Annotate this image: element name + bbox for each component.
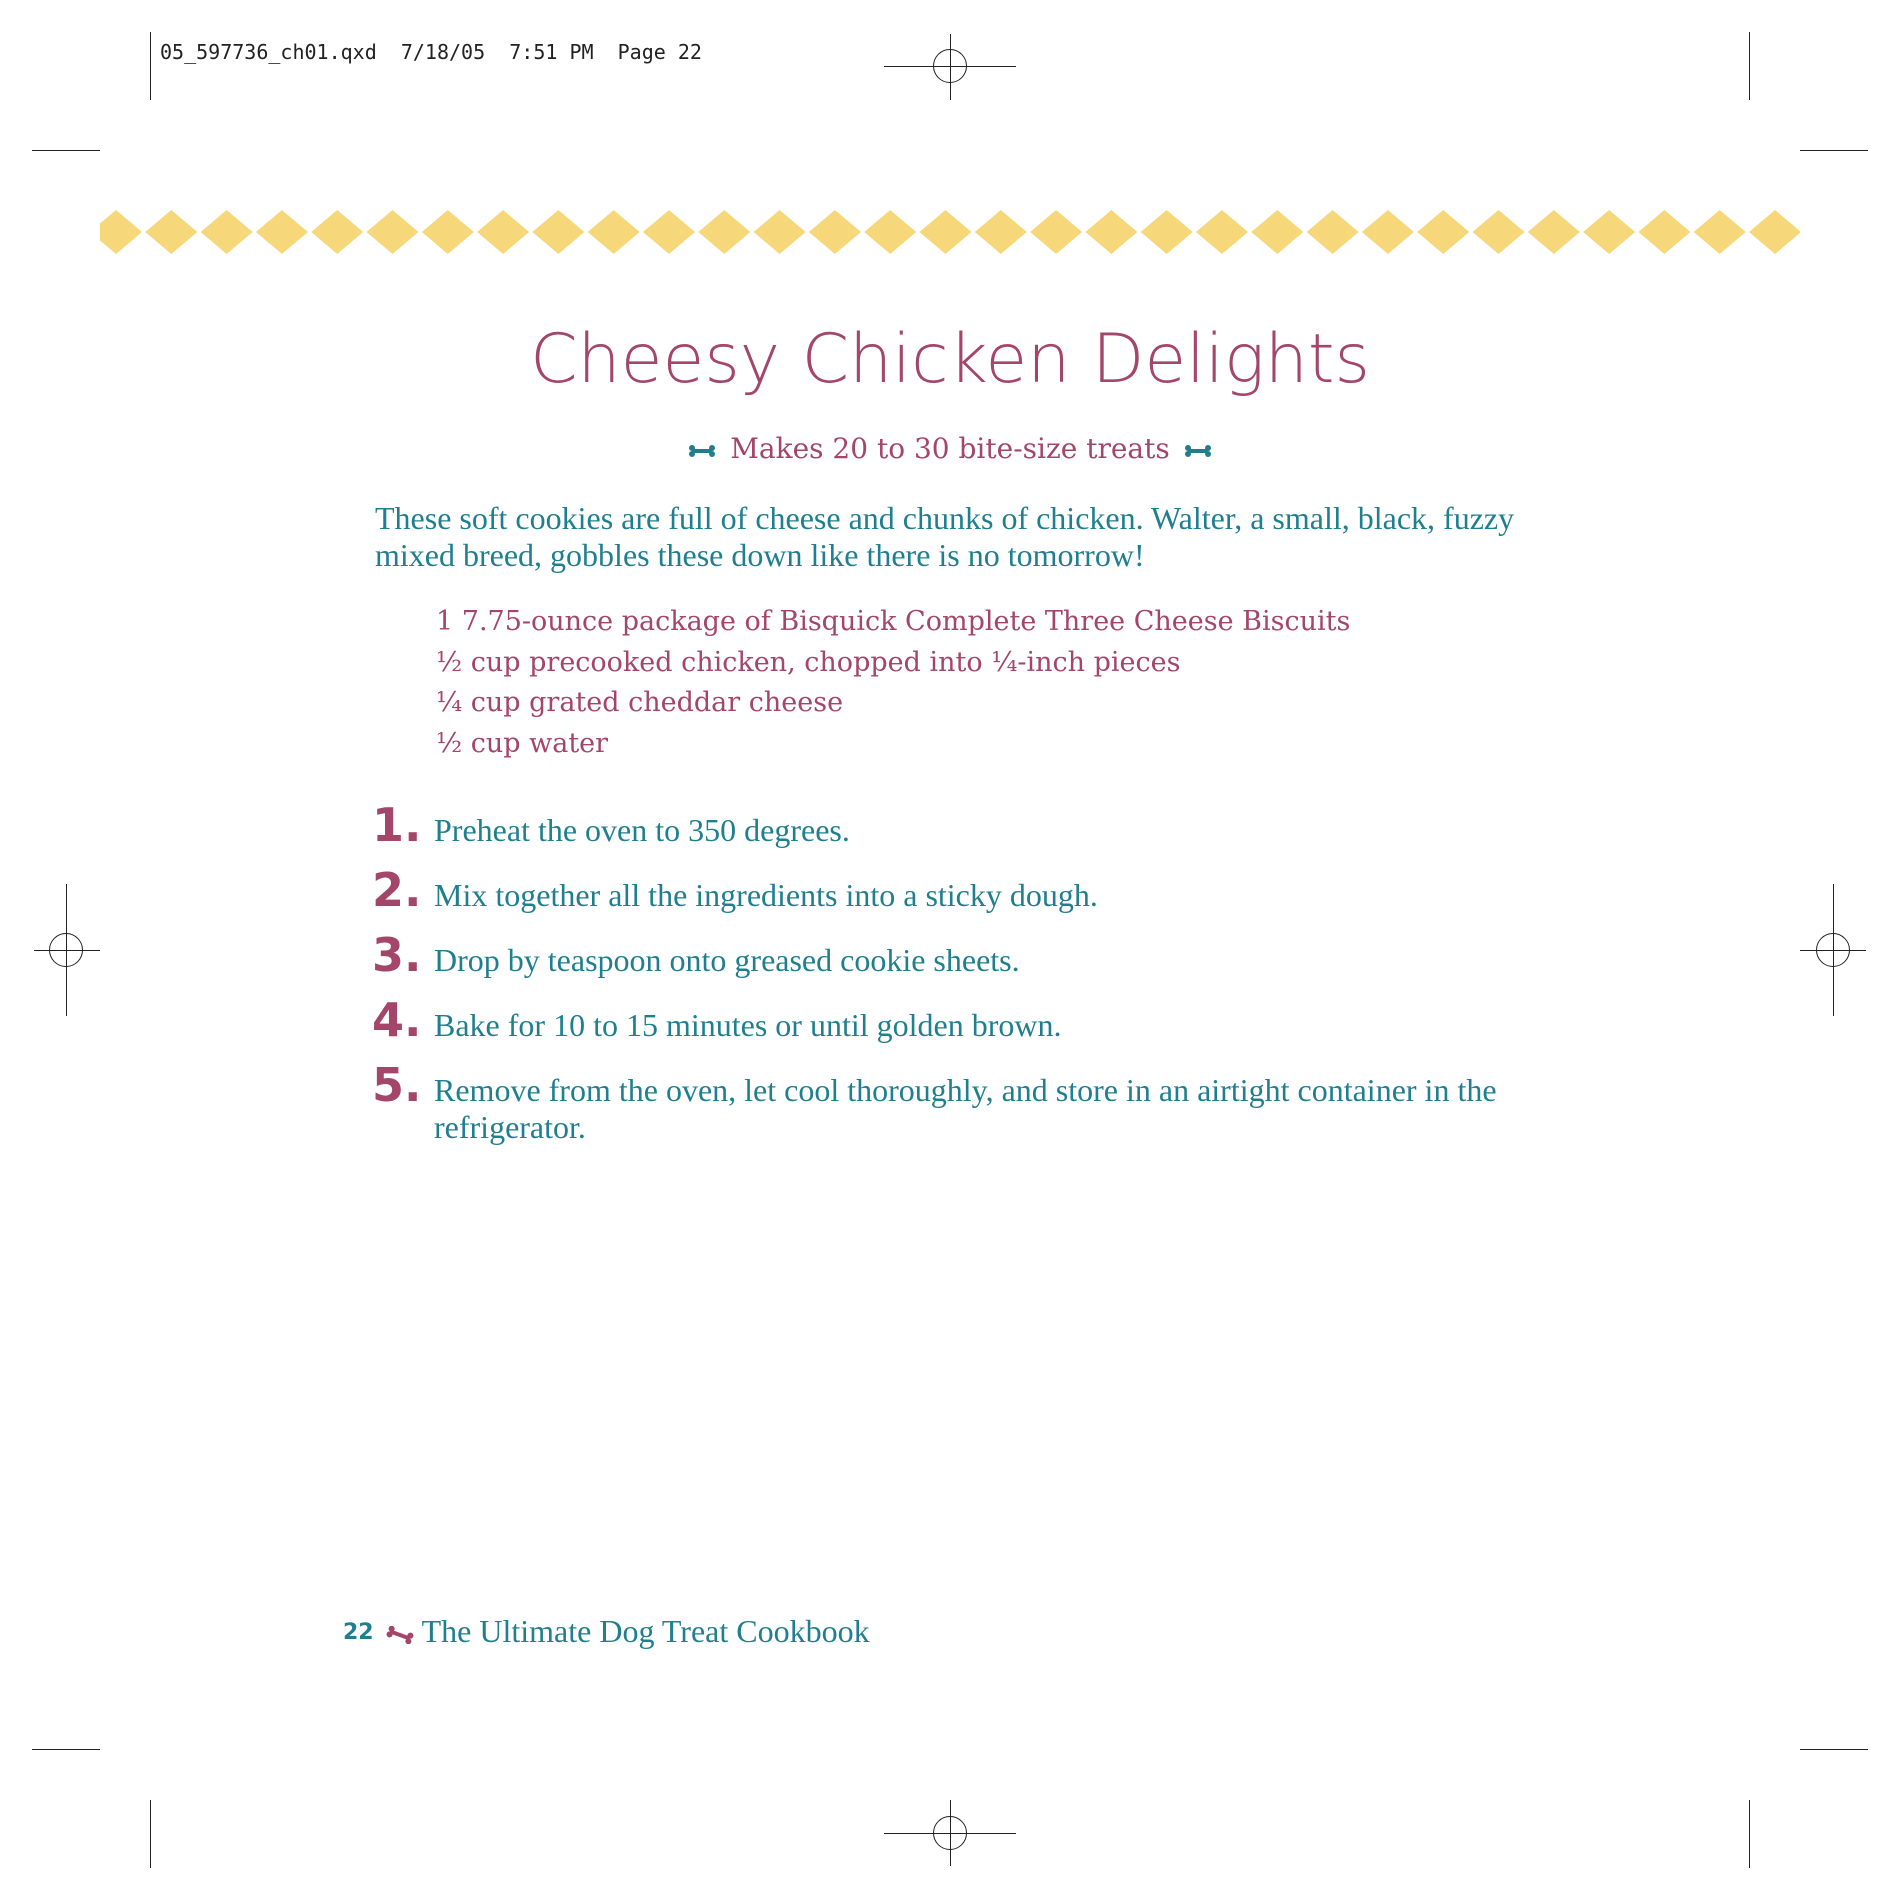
ingredient-item: ½ cup precooked chicken, chopped into ¼-inch pieces [436,646,1181,678]
page-number: 22 [343,1620,374,1645]
crop-mark [150,32,151,100]
diamond-shape [1749,210,1800,254]
step-text: Mix together all the ingredients into a sticky dough. [434,877,1098,913]
ingredient-list [436,602,1350,764]
diamond-shape [1030,210,1082,254]
diamond-shape [1141,210,1193,254]
diamond-shape [311,210,363,254]
crop-mark [150,1800,151,1868]
diamond-shape [1417,210,1469,254]
step-text: Remove from the oven, let cool thoroughly, and store in an airtight container in the refrigerator. [434,1072,1497,1145]
step-number: 5. [372,1058,422,1112]
step-number: 3. [372,928,422,982]
step-number: 1. [372,798,422,852]
diamond-shape [1307,210,1359,254]
printer-slug [160,40,702,64]
diamond-shape [864,210,916,254]
diamond-shape [754,210,806,254]
page-footer [343,1613,870,1650]
diamond-shape [1694,210,1746,254]
bone-icon [386,1626,414,1644]
step-number: 4. [372,993,422,1047]
diamond-shape [698,210,750,254]
diamond-shape [1196,210,1248,254]
diamond-shape [643,210,695,254]
recipe-intro: These soft cookies are full of cheese and chunks of chicken. Walter, a small, black, fuzzy mixed breed, gobbles these down like there is no tomorrow! [375,500,1515,573]
diamond-shape [201,210,253,254]
bone-icon [1184,444,1212,458]
step-number: 2. [372,863,422,917]
ingredient-item: ½ cup water [436,727,609,759]
diamond-shape [145,210,197,254]
step-text: Preheat the oven to 350 degrees. [434,812,850,848]
instruction-step [372,993,1552,1047]
slug-file: 05_597736_ch01.qxd [160,40,377,64]
crop-mark [1800,150,1868,151]
book-title: The Ultimate Dog Treat Cookbook [421,1613,870,1649]
step-text: Drop by teaspoon onto greased cookie sheets. [434,942,1020,978]
recipe-title: Cheesy Chicken Delights [530,320,1370,399]
diamond-shape [1638,210,1690,254]
diamond-shape [477,210,529,254]
diamond-shape [809,210,861,254]
ingredient-item: 1 7.75-ounce package of Bisquick Complete Three Cheese Biscuits [436,606,1351,637]
instruction-step [372,928,1552,982]
slug-date: 7/18/05 [400,40,486,64]
diamond-shape [1251,210,1303,254]
diamond-shape [422,210,474,254]
diamond-shape [920,210,972,254]
crop-mark [1749,32,1750,100]
recipe-yield-line [0,432,1900,465]
diamond-shape [1473,210,1525,254]
diamond-shape [1528,210,1580,254]
instruction-list [372,798,1552,1174]
diamond-shape [1583,210,1635,254]
diamond-shape [975,210,1027,254]
slug-page: Page 22 [617,40,702,64]
ingredient-item: ¼ cup grated cheddar cheese [436,687,844,718]
diamond-shape [100,210,142,254]
recipe-yield: Makes 20 to 30 bite-size treats [730,432,1170,465]
instruction-step [372,863,1552,917]
instruction-step [372,798,1552,852]
diamond-shape [1362,210,1414,254]
crop-mark [32,1749,100,1750]
diamond-shape [1085,210,1137,254]
diamond-shape [256,210,308,254]
slug-time: 7:51 PM [509,40,594,64]
crop-mark [1749,1800,1750,1868]
bone-icon [688,444,716,458]
diamond-shape [532,210,584,254]
diamond-shape [588,210,640,254]
crop-mark [1800,1749,1868,1750]
diamond-shape [367,210,419,254]
diamond-border [100,210,1800,254]
instruction-step [372,1058,1552,1146]
step-text: Bake for 10 to 15 minutes or until golden brown. [434,1007,1062,1043]
crop-mark [32,150,100,151]
